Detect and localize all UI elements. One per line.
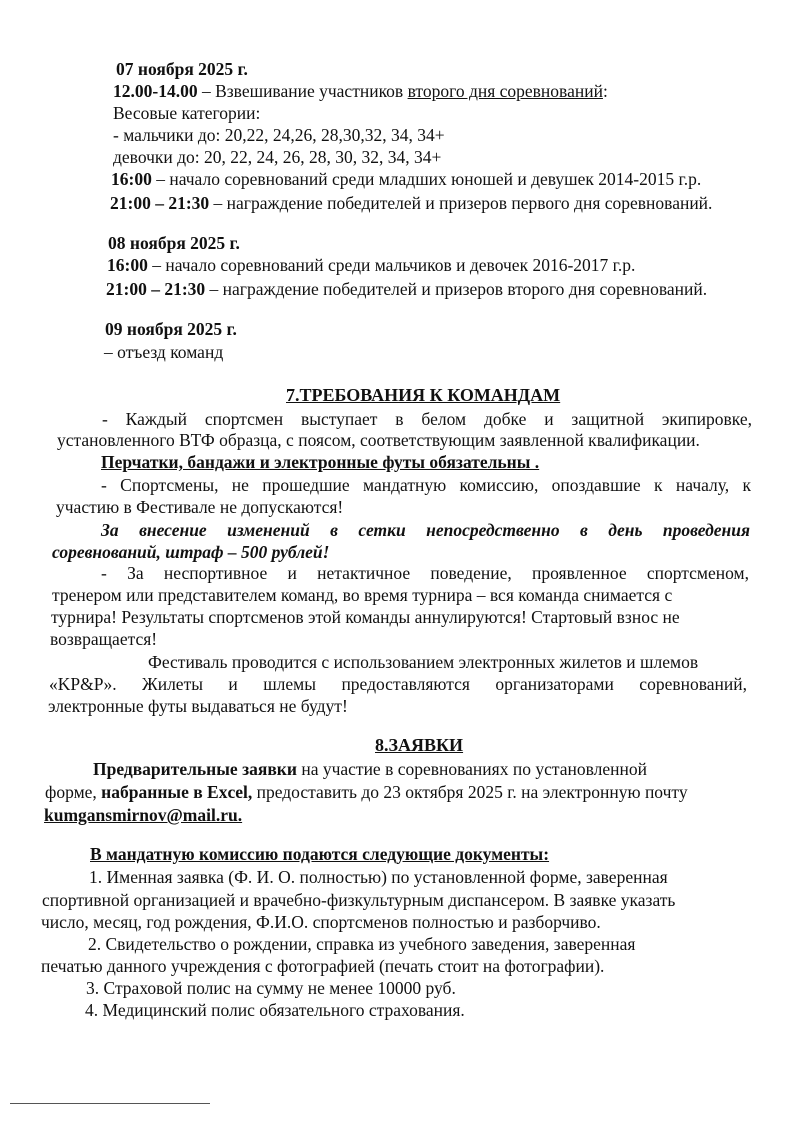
day1-text1b: второго дня соревнований <box>407 81 603 101</box>
day2-award-line <box>106 278 707 300</box>
doc1-line1: 1. Именная заявка (Ф. И. О. полностью) по установленной форме, заверенная <box>89 867 668 887</box>
doc2-line2: печатью данного учреждения с фотографией (печать стоит на фотографии). <box>41 956 605 976</box>
girls-weights: девочки до: 20, 22, 24, 26, 28, 30, 32, 34, 34+ <box>113 147 442 167</box>
day2-start-line <box>107 254 635 276</box>
day2-time2: 21:00 – 21:30 <box>106 279 206 299</box>
s8-text2: предоставить до 23 октября 2025 г. на электронную почту <box>252 782 688 802</box>
day2-time1: 16:00 <box>107 255 148 275</box>
doc1-line2: спортивной организацией и врачебно-физкультурным диспансером. В заявке указать <box>42 890 676 910</box>
s7-p1-line1: - Каждый спортсмен выступает в белом добке и защитной экипировке, <box>102 409 752 429</box>
day1-text1a: – Взвешивание участников <box>197 81 408 101</box>
s7-p5-line1: - За неспортивное и нетактичное поведение, проявленное спортсменом, <box>101 563 749 583</box>
day2-text2: – награждение победителей и призеров второго дня соревнований. <box>205 279 708 299</box>
doc2-line1: 2. Свидетельство о рождении, справка из учебного заведения, заверенная <box>88 934 636 954</box>
section8-title: 8.ЗАЯВКИ <box>375 735 464 755</box>
day1-text2: – начало соревнований среди младших юношей и девушек 2014-2015 г.р. <box>151 169 702 189</box>
section7-title: 7.ТРЕБОВАНИЯ К КОМАНДАМ <box>286 385 561 405</box>
docs-title: В мандатную комиссию подаются следующие документы: <box>90 844 550 864</box>
day1-text1c: : <box>602 81 608 101</box>
s7-p3-line1: - Спортсмены, не прошедшие мандатную комиссию, опоздавшие к началу, к <box>101 475 751 495</box>
weight-categories-label: Весовые категории: <box>113 103 261 123</box>
day1-award-line <box>110 192 712 214</box>
s7-fine-line1: За внесение изменений в сетки непосредственно в день проведения <box>101 520 750 540</box>
day2-date: 08 ноября 2025 г. <box>108 233 240 253</box>
s8-text1: на участие в соревнованиях по установленной <box>296 759 647 779</box>
s7-p6-line2: «KP&P». Жилеты и шлемы предоставляются организаторами соревнований, <box>49 674 747 694</box>
day1-time3: 21:00 – 21:30 <box>110 193 210 213</box>
email-link[interactable]: kumgansmirnov@mail.ru. <box>44 805 243 825</box>
day2-text1: – начало соревнований среди мальчиков и девочек 2016-2017 г.р. <box>147 255 636 275</box>
s7-p5-line4: возвращается! <box>50 629 158 649</box>
s7-p6-line3: электронные футы выдаваться не будут! <box>48 696 348 716</box>
s8-bold2: набранные в Excel, <box>101 782 253 802</box>
s7-p5-line3: турнира! Результаты спортсменов этой команды аннулируются! Стартовый взнос не <box>51 607 680 627</box>
s8-p1-line1 <box>93 758 647 780</box>
s7-p6-line1: Фестиваль проводится с использованием электронных жилетов и шлемов <box>148 652 699 672</box>
s7-fine-line2: соревнований, штраф – 500 рублей! <box>52 542 330 562</box>
day1-weighin-line <box>113 80 608 102</box>
day1-date: 07 ноября 2025 г. <box>116 59 248 79</box>
footer-divider <box>10 1103 210 1104</box>
day1-time2: 16:00 <box>111 169 152 189</box>
s7-p3-line2: участию в Фестивале не допускаются! <box>56 497 344 517</box>
s8-p1-line2 <box>45 781 688 803</box>
day1-start-line <box>111 168 701 190</box>
s7-p1-line2: установленного ВТФ образца, с поясом, соответствующим заявленной квалификации. <box>57 430 700 450</box>
s7-p5-line2: тренером или представителем команд, во время турнира – вся команда снимается с <box>52 585 673 605</box>
boys-weights: - мальчики до: 20,22, 24,26, 28,30,32, 34, 34+ <box>113 125 445 145</box>
day3-date: 09 ноября 2025 г. <box>105 319 237 339</box>
s8-bold1: Предварительные заявки <box>93 759 297 779</box>
day3-text: – отъезд команд <box>104 342 224 362</box>
doc4: 4. Медицинский полис обязательного страхования. <box>85 1000 465 1020</box>
s8-l2-text: форме, <box>45 782 102 802</box>
day1-time1: 12.00-14.00 <box>113 81 198 101</box>
day1-text3: – награждение победителей и призеров первого дня соревнований. <box>209 193 713 213</box>
doc1-line3: число, месяц, год рождения, Ф.И.О. спортсменов полностью и разборчиво. <box>41 912 601 932</box>
s7-gloves-required: Перчатки, бандажи и электронные футы обязательны . <box>101 452 540 472</box>
doc3: 3. Страховой полис на сумму не менее 10000 руб. <box>86 978 456 998</box>
